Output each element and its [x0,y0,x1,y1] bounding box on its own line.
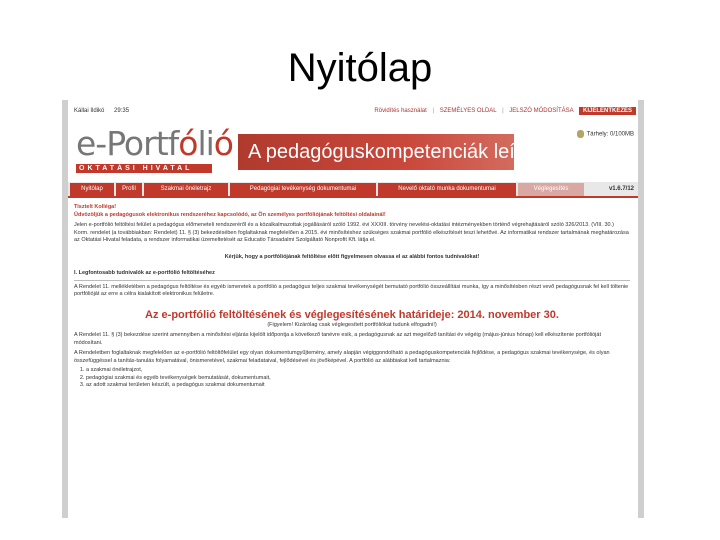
user-name: Kállai Ildikó [74,108,105,114]
logo-text-part: ó [178,124,198,163]
separator: | [502,108,504,114]
e-portfolio-logo [76,126,236,176]
tab-profile[interactable]: Profil [116,183,142,196]
logout-button[interactable]: KIJELENTKEZÉS [579,107,636,115]
main-nav [68,182,638,198]
section-heading: I. Legfontosabb tudnivalók az e-portfólió feltöltéséhez [74,270,630,281]
intro-paragraph: Jelen e-portfólió feltöltési felület a pedagógus előmeneteli rendszeréről és a közalkalmazottak jogállásáról szóló 1992. évi XXXIII. törvény nevelési-oktatási intézményekben történő végrehajtásáról szóló 326/2013. (VIII. 30.) Korm. rendelet (a továbbiakban: Rendelet) 11. § (3) bekezdésében foglaltaknak megfelelően a 2015. évi minősítéshez szükséges szakmai portfólió elkészítését teszi lehetővé. Az informatikai rendszer tartalmának meghatározása az Oktatási Hivatal feladata, a rendszer informatikai üzemeltetését az Educatio Társadalmi Szolgáltató Nonprofit Kft. látja el. [74,222,629,243]
list-item: 1. a szakmai önéletrajzot, [86,367,630,375]
tab-home[interactable]: Nyitólap [70,183,114,196]
topbar-link-shortcuts[interactable]: Rövidítés használat [374,108,427,114]
tab-pedagogical-docs[interactable]: Pedagógiai tevékenység dokumentumai [230,183,376,196]
topbar-link-change-password[interactable]: JELSZÓ MÓDOSÍTÁSA [509,108,574,114]
storage-indicator [577,130,634,138]
storage-label: Tárhely: 0/100MB [586,131,634,138]
browser-screenshot [62,100,644,518]
separator: | [432,108,435,114]
paragraph-1: A Rendelet 11. mellékletében a pedagógus feltöltése és egyéb ismeretek a portfólió a pedagógus teljes szakmai tevékenységét bemutató portfólió összeállítási munka, így a minősítésben részt vevő pedagógusnak fel kell töltenie portfólióját az erre a célra kialakított elektronikus felületre. [74,283,629,297]
deadline-heading: Az e-portfólió feltöltésének és véglegesítésének határideje: 2014. november 30. [145,308,559,321]
tab-finalize[interactable]: Véglegesítés [518,183,584,196]
paragraph-3: A Rendeletben foglaltaknak megfelelően az e-portfólió feltöltőfelület egy olyan dokumentumgyűjtemény, amely alapján végiggondolható a pedagóguskompetenciák fejlődése, a pedagógus szakmai tevékenysége, és olyan összefüggéssel a tanítás-tanulás folyamatával, önismeretével, szakmai feladataival, fejlődésével és jövőképével. A portfólió az alábbiakat kell tartalmaznia: [74,350,610,364]
top-links [370,105,636,117]
main-content [74,204,630,390]
logo-text-part: ó [213,124,233,163]
session-timer: 29:35 [114,108,130,114]
salutation: Tisztelt Kolléga! [74,204,117,210]
deadline-note: (Figyelem! Kizárólag csak véglegesített portfóliókat tudunk elfogadni!) [267,321,437,328]
slide-title: Nyitólap [287,46,433,90]
logo-subtitle: OKTATÁSI HIVATAL [76,164,212,173]
user-info [74,105,137,117]
competencies-banner[interactable]: A pedagóguskompetenciák leírása [238,134,514,170]
paragraph-2: A Rendelet 11. § (3) bekezdése szerint amennyiben a minősítési eljárás kijelölt időpontja a következő tanévre esik, a pedagógusnak az azt megelőző tanítási év végéig (május-június hónap) kell elkészítenie portfólióját módosítani. [74,332,601,346]
logo-text-part: li [197,124,214,163]
top-bar [68,105,638,117]
requirements-list [86,367,630,390]
logo-text-part: e-Portf [76,124,179,163]
list-item: 2. pedagógiai szakmai és egyéb tevékenységek bemutatását, dokumentumait, [86,375,630,383]
version-label: v1.6.7/12 [608,186,634,192]
tab-teaching-docs[interactable]: Nevelő oktató munka dokumentumai [378,183,516,196]
topbar-link-personal-page[interactable]: SZEMÉLYES OLDAL [439,108,497,114]
logo-wordmark [76,126,236,162]
tab-cv[interactable]: Szakmai önéletrajz [144,183,228,196]
welcome-text: Üdvözöljük a pedagógusok elektronikus rendszeréhez kapcsolódó, az Ön személyes portfóliójának feltöltési oldalainál! [74,211,386,218]
list-item: 3. az adott szakmai területen készült, a pedagógus szakmai dokumentumait [86,382,630,390]
database-icon [577,130,584,138]
request-text: Kérjük, hogy a portfóliójának feltöltése előtt figyelmesen olvassa el az alábbi fontos tudnivalókat! [224,253,480,260]
